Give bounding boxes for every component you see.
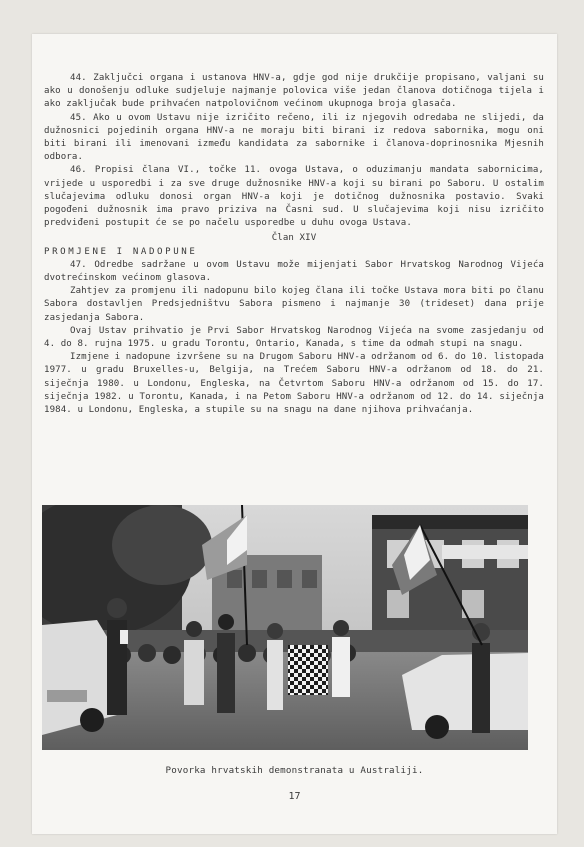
paragraph-44: 44. Zaključci organa i ustanova HNV-a, gdje god nije drukčije propisano, valjani su ako u donošenju odluke sudjeluje najmanje polovica više jedan članova dotičnoga tijela i ako zaključak bude prihvaćen natpolovičnom većinom ukupnoga broja glasača. (44, 73, 544, 110)
body-text (44, 72, 544, 417)
paragraph-amendments-history: Izmjene i nadopune izvršene su na Drugom Saboru HNV-a održanom od 6. do 10. listopada 1977. u gradu Bruxelles-u, Belgija, na Trećem Saboru HNV-a održanom od 18. do 21. siječnja 1980. u Londonu, Engleska, na Četvrtom Saboru HNV-a održanom od 15. do 17. siječnja 1982. u Torontu, Kanada, i na Petom Saboru HNV-a održanom od 12. do 14. siječnja 1984. u Londonu, Engleska, a stupile su na snagu na dane njihova prihvaćanja. (44, 352, 544, 416)
paragraph-46: 46. Propisi člana VI., točke 11. ovoga Ustava, o oduzimanju mandata sabornicima, vrijede u usporedbi i za sve druge dužnosnike HNV-a koji su birani po Saboru. U ostalim slučajevima odluku donosi organ HNV-a koji je dotičnog dužnosnika postavio. Svaki pogođeni dužnosnik ima pravo priziva na Časni sud. U slučajevima koji nisu izričito predviđeni postupit će se po načelu usporedbe u duhu ovoga Ustava. (44, 165, 544, 229)
paragraph-adoption: Ovaj Ustav prihvatio je Prvi Sabor Hrvatskog Narodnog Vijeća na svome zasjedanju od 4. do 8. rujna 1975. u gradu Torontu, Ontario, Kanada, s time da odmah stupi na snagu. (44, 325, 544, 350)
paragraph-47: 47. Odredbe sadržane u ovom Ustavu može mijenjati Sabor Hrvatskog Narodnog Vijeća dvotrećinskom većinom glasova. (44, 259, 544, 284)
article-heading: Član XIV (271, 233, 317, 244)
document-page (32, 34, 557, 834)
paragraph-amendment-request: Zahtjev za promjenu ili nadopunu bilo kojeg člana ili točke Ustava mora biti po članu Sabora dostavljen Predsjedništvu Sabora pismeno i najmanje 30 (trideset) dana prije zasjedanja Sabora. (44, 286, 544, 323)
section-heading: PROMJENE I NADOPUNE (44, 246, 198, 257)
page-number: 17 (288, 791, 301, 802)
paragraph-45: 45. Ako u ovom Ustavu nije izričito rečeno, ili iz njegovih odredaba ne slijedi, da dužnosnici pojedinih organa HNV-a ne moraju biti birani iz redova sabornika, mogu oni biti birani ili imenovani između kandidata za sabornike i članova-doprinosnika Mjesnih odbora. (44, 112, 544, 163)
demonstration-photo (42, 505, 528, 750)
photo-caption: Povorka hrvatskih demonstranata u Australiji. (165, 765, 424, 776)
